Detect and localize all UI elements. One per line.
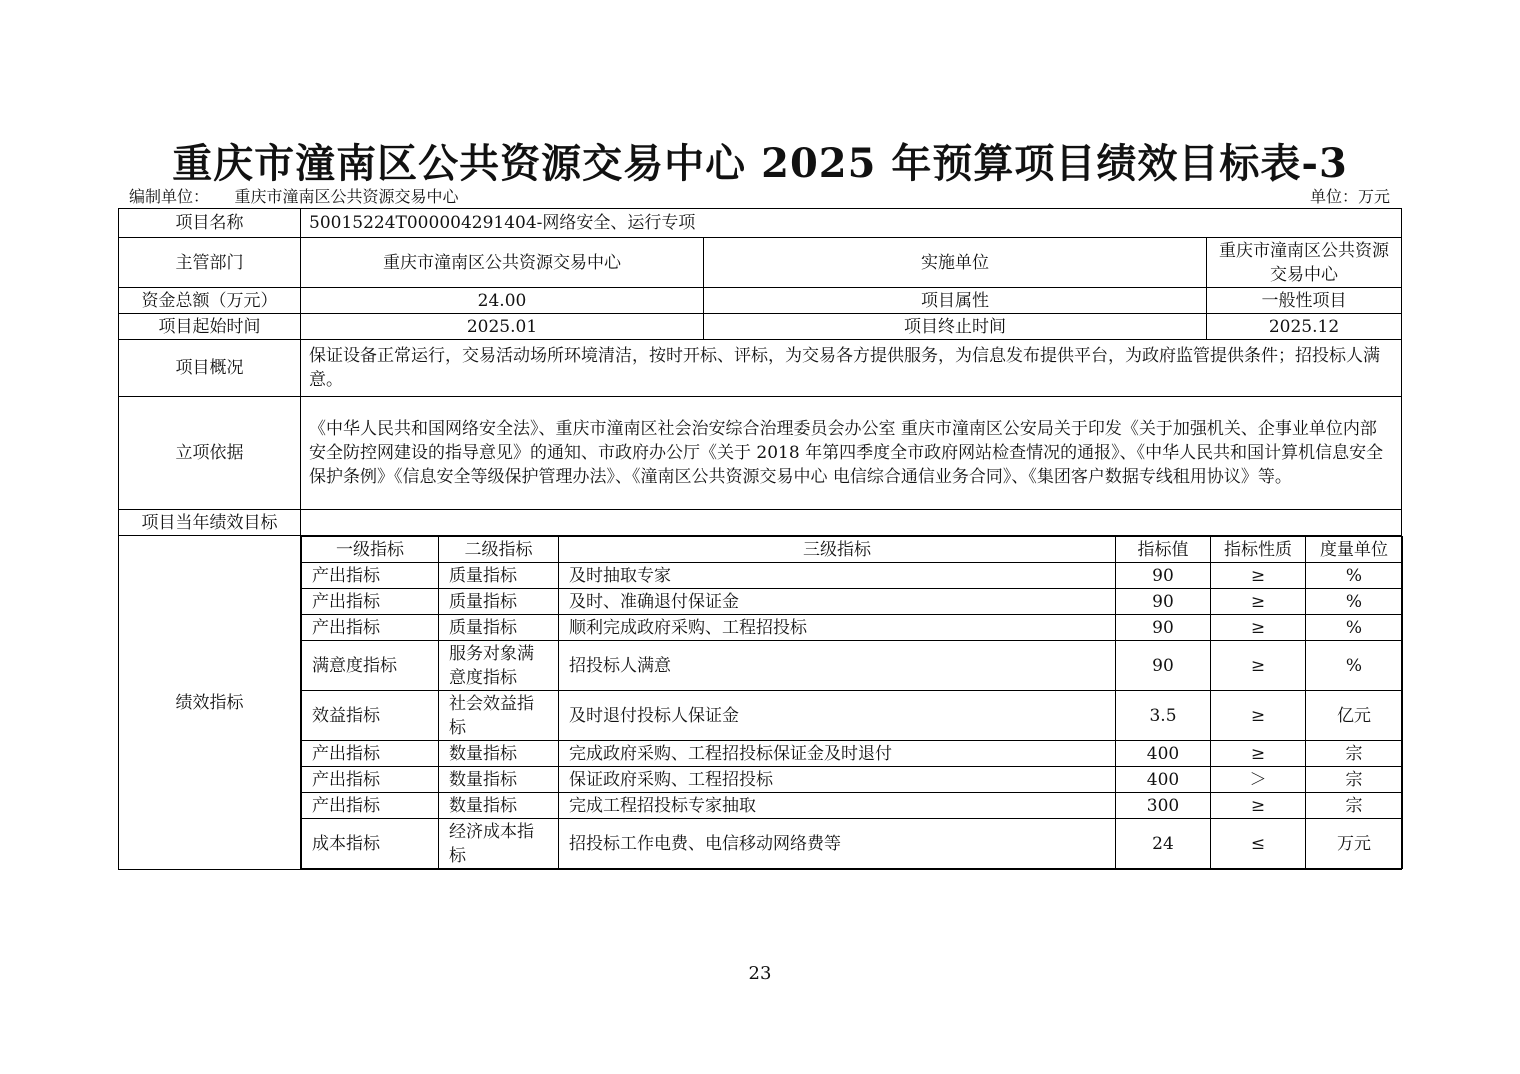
perf-l1-cell: 效益指标 — [302, 691, 439, 741]
overview-value: 保证设备正常运行，交易活动场所环境清洁，按时开标、评标，为交易各方提供服务，为信息发布提供平台，为政府监管提供条件；招投标人满意。 — [301, 340, 1402, 397]
perf-row — [302, 641, 1403, 691]
end-label: 项目终止时间 — [704, 314, 1207, 340]
perf-unit-cell: 亿元 — [1306, 691, 1403, 741]
org-line — [129, 184, 458, 207]
perf-unit-cell: 万元 — [1306, 819, 1403, 869]
perf-nature-cell: ≥ — [1211, 563, 1306, 589]
overview-label: 项目概况 — [119, 340, 301, 397]
perf-val-cell: 24 — [1116, 819, 1211, 869]
unit-label: 单位：万元 — [1309, 187, 1390, 206]
project-name-label: 项目名称 — [119, 209, 301, 238]
page-number: 23 — [748, 963, 772, 984]
perf-l1-cell: 产出指标 — [302, 741, 439, 767]
org-value: 重庆市潼南区公共资源交易中心 — [234, 187, 459, 206]
perf-unit-cell: 宗 — [1306, 741, 1403, 767]
perf-unit-cell: 宗 — [1306, 767, 1403, 793]
perf-unit-cell: % — [1306, 615, 1403, 641]
end-value: 2025.12 — [1207, 314, 1402, 340]
perf-unit-cell: % — [1306, 563, 1403, 589]
perf-l3-cell: 顺利完成政府采购、工程招投标 — [559, 615, 1116, 641]
perf-nature-cell: ≥ — [1211, 641, 1306, 691]
perf-unit-cell: % — [1306, 641, 1403, 691]
row-perf — [119, 536, 1402, 870]
perf-val-cell: 400 — [1116, 767, 1211, 793]
basis-value: 《中华人民共和国网络安全法》、重庆市潼南区社会治安综合治理委员会办公室 重庆市潼南区公安局关于印发《关于加强机关、企事业单位内部安全防控网建设的指导意见》的通知、市政府办公厅《关于 2018 年第四季度全市政府网站检查情况的通报》、《中华人民共和国计算机信息安全保护条例》《信息安全等级保护管理办法》、《潼南区公共资源交易中心 电信综合通信业务合同》、《集团客户数据专线租用协议》等。 — [301, 397, 1402, 510]
row-basis — [119, 397, 1402, 510]
row-overview — [119, 340, 1402, 397]
perf-l3-cell: 保证政府采购、工程招投标 — [559, 767, 1116, 793]
goal-label: 项目当年绩效目标 — [119, 510, 301, 536]
perf-header-cell: 指标值 — [1116, 537, 1211, 563]
perf-l3-cell: 完成工程招投标专家抽取 — [559, 793, 1116, 819]
perf-label: 绩效指标 — [119, 536, 301, 870]
perf-l2-cell: 数量指标 — [439, 793, 559, 819]
perf-l2-cell: 质量指标 — [439, 563, 559, 589]
perf-l3-cell: 完成政府采购、工程招投标保证金及时退付 — [559, 741, 1116, 767]
perf-l3-cell: 及时退付投标人保证金 — [559, 691, 1116, 741]
fund-value: 24.00 — [301, 288, 704, 314]
perf-val-cell: 90 — [1116, 589, 1211, 615]
row-project-name — [119, 209, 1402, 238]
row-dept — [119, 238, 1402, 288]
perf-l2-cell: 数量指标 — [439, 741, 559, 767]
attr-label: 项目属性 — [704, 288, 1207, 314]
perf-indicator-table — [301, 536, 1403, 869]
perf-l1-cell: 产出指标 — [302, 589, 439, 615]
dept-value: 重庆市潼南区公共资源交易中心 — [301, 238, 704, 288]
perf-l1-cell: 成本指标 — [302, 819, 439, 869]
perf-unit-cell: % — [1306, 589, 1403, 615]
perf-header-row — [302, 537, 1403, 563]
start-label: 项目起始时间 — [119, 314, 301, 340]
project-name-value: 50015224T000004291404-网络安全、运行专项 — [301, 209, 1402, 238]
impl-value: 重庆市潼南区公共资源交易中心 — [1207, 238, 1402, 288]
perf-row — [302, 615, 1403, 641]
perf-l2-cell: 社会效益指标 — [439, 691, 559, 741]
perf-l3-cell: 招投标人满意 — [559, 641, 1116, 691]
perf-val-cell: 90 — [1116, 563, 1211, 589]
perf-l1-cell: 产出指标 — [302, 793, 439, 819]
perf-val-cell: 400 — [1116, 741, 1211, 767]
perf-val-cell: 90 — [1116, 641, 1211, 691]
perf-l3-cell: 及时抽取专家 — [559, 563, 1116, 589]
perf-l2-cell: 经济成本指标 — [439, 819, 559, 869]
start-value: 2025.01 — [301, 314, 704, 340]
perf-l2-cell: 服务对象满意度指标 — [439, 641, 559, 691]
perf-row — [302, 691, 1403, 741]
perf-nature-cell: ≥ — [1211, 589, 1306, 615]
perf-nature-cell: ≥ — [1211, 691, 1306, 741]
org-label: 编制单位： — [129, 187, 210, 206]
page-title: 重庆市潼南区公共资源交易中心 2025 年预算项目绩效目标表-3 — [172, 140, 1348, 187]
perf-row — [302, 793, 1403, 819]
perf-header-cell: 一级指标 — [302, 537, 439, 563]
perf-l2-cell: 质量指标 — [439, 615, 559, 641]
perf-unit-cell: 宗 — [1306, 793, 1403, 819]
perf-val-cell: 90 — [1116, 615, 1211, 641]
perf-nature-cell: ≥ — [1211, 615, 1306, 641]
fund-label: 资金总额（万元） — [119, 288, 301, 314]
perf-header-cell: 二级指标 — [439, 537, 559, 563]
row-time — [119, 314, 1402, 340]
perf-l3-cell: 及时、准确退付保证金 — [559, 589, 1116, 615]
perf-row — [302, 741, 1403, 767]
perf-header-cell: 度量单位 — [1306, 537, 1403, 563]
perf-row — [302, 767, 1403, 793]
perf-row — [302, 589, 1403, 615]
perf-cell — [301, 536, 1402, 870]
row-goal — [119, 510, 1402, 536]
impl-label: 实施单位 — [704, 238, 1207, 288]
perf-l1-cell: 产出指标 — [302, 767, 439, 793]
perf-l2-cell: 质量指标 — [439, 589, 559, 615]
perf-row — [302, 819, 1403, 869]
perf-header-cell: 指标性质 — [1211, 537, 1306, 563]
basis-label: 立项依据 — [119, 397, 301, 510]
perf-row — [302, 563, 1403, 589]
perf-l1-cell: 满意度指标 — [302, 641, 439, 691]
perf-nature-cell: ＞ — [1211, 767, 1306, 793]
perf-nature-cell: ≥ — [1211, 793, 1306, 819]
row-fund — [119, 288, 1402, 314]
dept-label: 主管部门 — [119, 238, 301, 288]
attr-value: 一般性项目 — [1207, 288, 1402, 314]
perf-l1-cell: 产出指标 — [302, 615, 439, 641]
goal-value — [301, 510, 1402, 536]
perf-l1-cell: 产出指标 — [302, 563, 439, 589]
perf-header-cell: 三级指标 — [559, 537, 1116, 563]
perf-val-cell: 3.5 — [1116, 691, 1211, 741]
perf-nature-cell: ≥ — [1211, 741, 1306, 767]
perf-nature-cell: ≤ — [1211, 819, 1306, 869]
performance-table — [118, 208, 1402, 870]
perf-l2-cell: 数量指标 — [439, 767, 559, 793]
perf-l3-cell: 招投标工作电费、电信移动网络费等 — [559, 819, 1116, 869]
perf-val-cell: 300 — [1116, 793, 1211, 819]
